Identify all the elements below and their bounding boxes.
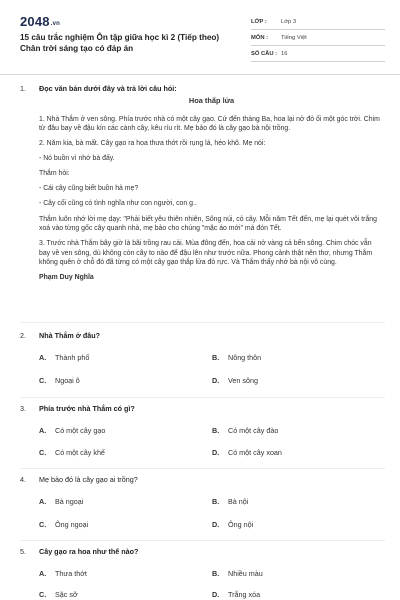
passage-paragraph: - Nó buồn vì nhớ bà đấy.	[39, 155, 115, 163]
question-number: 1.	[20, 84, 26, 93]
question-text: Đọc văn bản dưới đây và trả lời câu hỏi:	[39, 84, 177, 93]
answer-option-b[interactable]: B. Có một cây đào	[212, 426, 279, 435]
answer-option-d[interactable]: D. Có một cây xoan	[212, 448, 282, 457]
meta-value: Tiếng Việt	[281, 34, 307, 41]
answer-option-c[interactable]: C. Sặc sỡ	[39, 590, 78, 599]
site-logo[interactable]: 2048.vn	[20, 14, 61, 29]
passage-paragraph: 2. Năm kia, bà mất. Cây gạo ra hoa thưa thớt rồi rụng lá, héo khô. Mẹ nói:	[39, 140, 266, 148]
question-separator	[20, 468, 385, 469]
passage-paragraph: 3. Trước nhà Thắm bây giờ là bãi trồng rau cải. Mùa đông đến, hoa cải nở vàng cả bến sông. Chim chóc vẫn bay về ven sông, dù không còn cây to nào để đậu lên như trước nữa. Phong cảnh thật nên thơ, nhưng Thắm không quên ở chỗ đó đã từng có một cây gạo thắp lửa đỏ rực. Và Thắm thấy nhớ bà nội vô cùng.	[39, 240, 373, 267]
answer-option-c[interactable]: C. Ngoại ô	[39, 376, 80, 385]
document-title: 15 câu trắc nghiệm Ôn tập giữa học kì 2 (Tiếp theo) Chân trời sáng tạo có đáp án	[20, 33, 220, 53]
answer-option-a[interactable]: A. Có một cây gạo	[39, 426, 106, 435]
meta-key: LỚP :	[251, 18, 267, 25]
answer-option-b[interactable]: B. Bà nội	[212, 497, 249, 506]
answer-option-a[interactable]: A. Bà ngoại	[39, 497, 84, 506]
question-number: 4.	[20, 475, 26, 484]
answer-option-c[interactable]: C. Ông ngoại	[39, 520, 89, 529]
reading-passage	[39, 96, 384, 288]
passage-paragraph: Thắm luôn nhớ lời mẹ dạy: "Phải biết yêu thiên nhiên, Sông núi, cỏ cây. Mỗi năm Tết đến, mẹ lại quét vôi trắng xoá vào từng gốc cây quanh nhà, mẹ bảo cho chúng "mặc áo mới" mà đón Tết.	[39, 215, 377, 233]
passage-author: Phạm Duy Nghĩa	[39, 274, 94, 282]
answer-option-b[interactable]: B. Nhiều màu	[212, 569, 263, 578]
passage-paragraph: - Cái cây cũng biết buồn hả mẹ?	[39, 185, 139, 193]
page-header	[0, 0, 400, 74]
answer-option-a[interactable]: A. Thành phố	[39, 353, 90, 362]
meta-table	[251, 14, 385, 62]
question-text: Nhà Thắm ở đâu?	[39, 331, 101, 340]
question-text: Mẹ bảo đó là cây gạo ai trồng?	[39, 475, 138, 484]
question-text: Cây gạo ra hoa như thế nào?	[39, 547, 139, 556]
question-number: 5.	[20, 547, 26, 556]
answer-option-d[interactable]: D. Trắng xóa	[212, 590, 261, 599]
question-separator	[20, 397, 385, 398]
passage-paragraph: 1. Nhà Thắm ở ven sông. Phía trước nhà có một cây gạo. Cứ đến tháng Ba, hoa lại nở đỏ ối một góc trời. Chim từ đâu bay về đậu kín các cành cây, kêu ríu rít. Mẹ bảo đó là cây gạo bà nội trồng.	[39, 115, 380, 132]
question-separator	[20, 540, 385, 541]
question-number: 3.	[20, 404, 26, 413]
passage-paragraph: Thắm hỏi:	[39, 170, 70, 178]
answer-option-d[interactable]: D. Ông nội	[212, 520, 254, 529]
question-number: 2.	[20, 331, 26, 340]
meta-row-subject	[251, 30, 385, 46]
question-text: Phía trước nhà Thắm có gì?	[39, 404, 135, 413]
answer-option-d[interactable]: D. Ven sông	[212, 376, 258, 385]
question-separator	[20, 322, 385, 323]
meta-value: 16	[281, 50, 288, 57]
meta-key: SỐ CÂU :	[251, 50, 278, 57]
meta-row-count	[251, 46, 385, 62]
passage-title: Hoa thấp lửa	[188, 96, 235, 105]
answer-option-b[interactable]: B. Nông thôn	[212, 353, 262, 362]
header-divider	[0, 74, 400, 75]
answer-option-a[interactable]: A. Thưa thớt	[39, 569, 87, 578]
meta-row-grade	[251, 14, 385, 30]
passage-paragraph: - Cây cối cũng có tình nghĩa như con người, con g..	[39, 200, 197, 208]
meta-key: MÔN :	[251, 34, 269, 41]
answer-option-c[interactable]: C. Có một cây khế	[39, 448, 105, 457]
meta-value: Lớp 3	[281, 18, 297, 25]
